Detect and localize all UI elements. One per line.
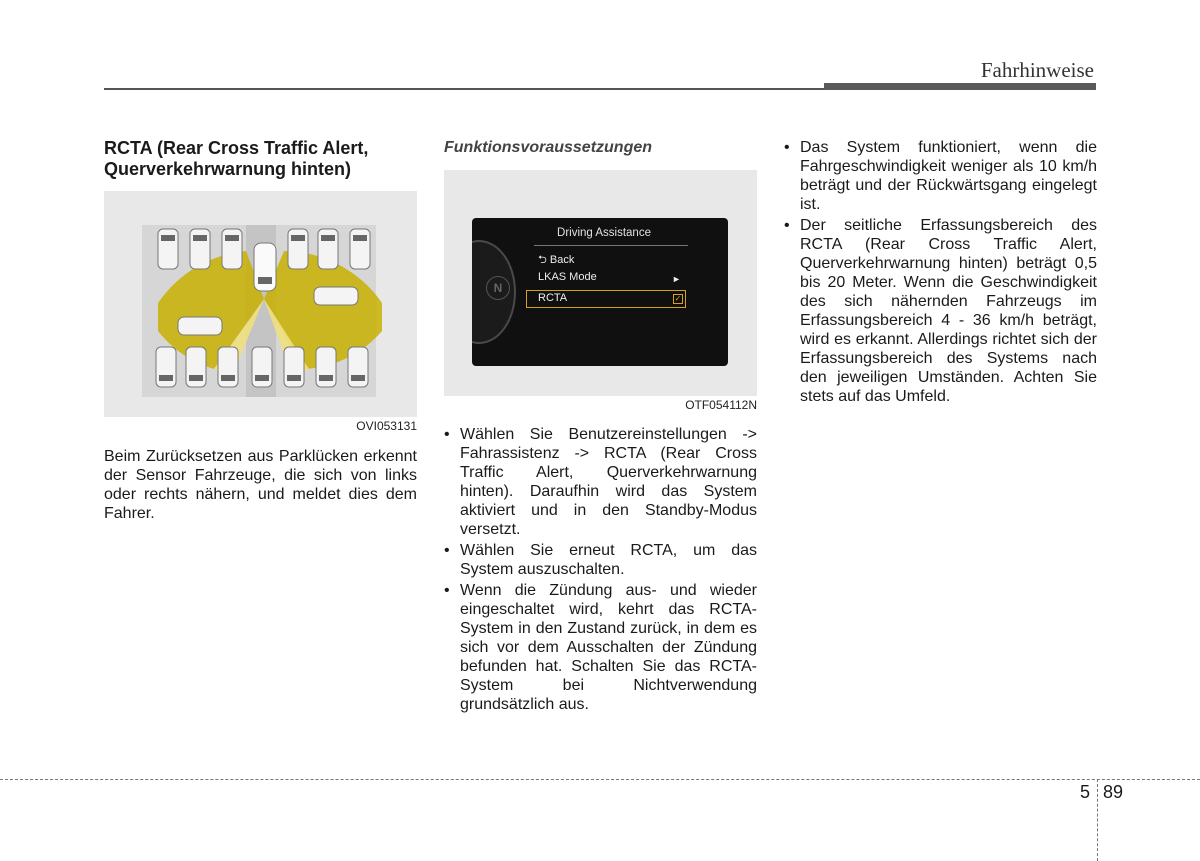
section-title: RCTA (Rear Cross Traffic Alert, Querverkehrwarnung hinten) [104, 138, 369, 179]
chapter-number: 5 [1079, 782, 1090, 802]
rcta-diagram-figure [104, 191, 417, 417]
n-logo-icon: N [486, 276, 510, 300]
column-3 [784, 138, 1097, 408]
checkbox-checked-icon[interactable]: ✓ [674, 294, 682, 303]
sub-heading: Funktionsvoraussetzungen [444, 139, 653, 156]
menu-item-rcta[interactable]: RCTA [538, 292, 568, 304]
running-header-title: Fahrhinweise [980, 58, 1094, 82]
menu-divider [534, 245, 688, 246]
figure-caption: OVI053131 [356, 419, 417, 433]
footer-dashed-rule [0, 779, 1200, 780]
page-number: 89 [1103, 782, 1124, 802]
list-item: • Wenn die Zündung aus- und wieder eingeschaltet wird, kehrt das RCTA-System in den Zustand zurück, in dem es sich vor dem Ausschalten der Zündung befunden hat. Schalten Sie das RCTA-System bei Nichtverwendung grundsätzlich aus. [444, 581, 757, 714]
footer-dashed-divider [1097, 779, 1098, 861]
figure-caption: OTF054112N [685, 398, 757, 412]
list-item: • Wählen Sie erneut RCTA, um das System auszuschalten. [444, 541, 757, 579]
list-item: • Das System funktioniert, wenn die Fahrgeschwindigkeit weniger als 10 km/h beträgt und der Rückwärtsgang eingelegt ist. [784, 138, 1097, 214]
header-bar [824, 83, 1096, 90]
menu-item-lkas-mode[interactable]: LKAS Mode [538, 271, 597, 283]
column-1 [104, 138, 417, 523]
menu-item-back[interactable]: ⮌ Back [538, 254, 575, 266]
body-paragraph: Beim Zurücksetzen aus Parklücken erkennt der Sensor Fahrzeuge, die sich von links oder rechts nähern, und meldet dies dem Fahrer. [104, 448, 417, 522]
header-rule [104, 88, 824, 90]
list-item: • Der seitliche Erfassungsbereich des RCTA (Rear Cross Traffic Alert, Querverkehrwarnung hinten) beträgt 0,5 bis 20 Meter. Wenn die Geschwindigkeit des sich nähernden Fahrzeugs im Erfassungsbereich 4 - 36 km/h beträgt, wird es erkannt. Allerdings richtet sich der Erfassungsbereich des Systems nach den jeweiligen Umständen. Achten Sie stets auf das Umfeld. [784, 216, 1097, 406]
parking-lot-diagram [104, 191, 417, 417]
list-item: • Wählen Sie Benutzereinstellungen -> Fahrassistenz -> RCTA (Rear Cross Traffic Alert, Querverkehrwarnung hinten). Daraufhin wird das System aktiviert und in den Standby-Modus versetzt. [444, 425, 757, 539]
column-2 [444, 138, 757, 716]
bullet-list [784, 138, 1097, 406]
display-screen [472, 218, 728, 366]
menu-title: Driving Assistance [557, 227, 651, 239]
submenu-arrow-icon: ► [672, 274, 681, 284]
screen-figure [444, 170, 757, 396]
bullet-list [444, 425, 757, 714]
